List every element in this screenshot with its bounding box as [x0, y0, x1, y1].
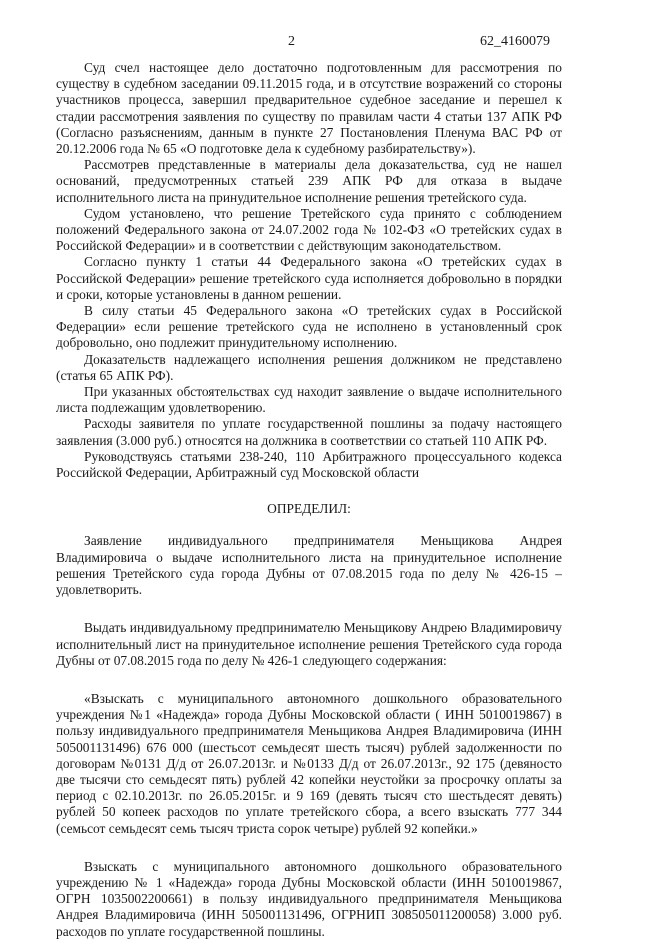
ruling-heading: ОПРЕДЕЛИЛ: — [267, 501, 351, 517]
paragraph-1: Суд счел настоящее дело достаточно подготовленным для рассмотрения по существу в судебном заседании 09.11.2015 года, и в отсутствие возражений со стороны участников процесса, завершил предварительное судебное заседание и перешел к стадии рассмотрения заявления по существу по правилам части 4 статьи 137 АПК РФ (Согласно разъяснениям, данным в пункте 27 Постановления Пленума ВАС РФ от 20.12.2006 года № 65 «О подготовке дела к судебному разбирательству»). — [56, 60, 562, 157]
paragraph-8: Расходы заявителя по уплате государственной пошлины за подачу настоящего заявления (3.000 руб.) относятся на должника в соответствии со статьей 110 АПК РФ. — [56, 416, 562, 448]
paragraph-5: В силу статьи 45 Федерального закона «О третейских судах в Российской Федерации» если решение третейского суда не исполнено в установленный срок добровольно, оно подлежит принудительному исполнению. — [56, 303, 562, 351]
paragraph-13: Взыскать с муниципального автономного дошкольного образовательного учреждению № 1 «Надежда» города Дубны Московской области (ИНН 5010019867, ОГРН 1035002200661) в пользу индивидуального предпринимателя Меньщикова Андрея Владимировича (ИНН 505001131496, ОГРНИП 308505011200058) 3.000 руб. расходов по уплате государственной пошлины. — [56, 858, 562, 939]
paragraph-7: При указанных обстоятельствах суд находит заявление о выдаче исполнительного листа подлежащим удовлетворению. — [56, 384, 562, 416]
page-number: 2 — [288, 34, 295, 49]
paragraph-4: Согласно пункту 1 статьи 44 Федерального закона «О третейских судах в Российской Федерации» решение третейского суда исполняется добровольно в порядки и сроки, которые установлены в данном решении. — [56, 254, 562, 302]
paragraph-12: «Взыскать с муниципального автономного дошкольного образовательного учреждения №1 «Надежда» города Дубны Московской области ( ИНН 5010019867) в пользу индивидуального предпринимателя Меньщикова Андрея Владимировича (ИНН 505001131496) 676 000 (шестьсот семьдесят шесть тысяч) рублей задолженности по договорам №0131 Д/д от 26.07.2013г. и №0133 Д/д от 26.07.2013г., 92 175 (девяносто две тысячи сто семьдесят пять) рублей 42 копейки неустойки за просрочку оплаты за период с 02.10.2013г. по 26.05.2015г. и 9 169 (девять тысяч сто шестьдесят девять) рублей 50 копеек расходов по уплате третейского сбора, а всего взыскать 777 344 (семьсот семьдесят семь тысяч триста сорок четыре) рублей 92 копейки.» — [56, 690, 562, 836]
document-code: 62_4160079 — [480, 34, 550, 49]
paragraph-6: Доказательств надлежащего исполнения решения должником не представлено (статья 65 АПК РФ). — [56, 351, 562, 383]
paragraph-11: Выдать индивидуальному предпринимателю Меньщикову Андрею Владимировичу исполнительный лист на принудительное исполнение решения Третейского суда города Дубны от 07.08.2015 года по делу № 426-1 следующего содержания: — [56, 620, 562, 668]
paragraph-10: Заявление индивидуального предпринимателя Меньщикова Андрея Владимировича о выдаче исполнительного листа на принудительное исполнение решения Третейского суда города Дубны от 07.08.2015 года по делу № 426-15 – удовлетворить. — [56, 533, 562, 598]
document-body — [56, 60, 562, 940]
paragraph-3: Судом установлено, что решение Третейского суда принято с соблюдением положений Федерального закона от 24.07.2002 года № 102-ФЗ «О третейских судах в Российской Федерации» и в соответствии с действующим законодательством. — [56, 205, 562, 254]
paragraph-2: Рассмотрев представленные в материалы дела доказательства, суд не нашел оснований, предусмотренных статьей 239 АПК РФ для отказа в выдаче исполнительного листа на принудительное исполнение решения третейского суда. — [56, 157, 562, 205]
paragraph-9: Руководствуясь статьями 238-240, 110 Арбитражного процессуального кодекса Российской Федерации, Арбитражный суд Московской области — [56, 448, 562, 481]
